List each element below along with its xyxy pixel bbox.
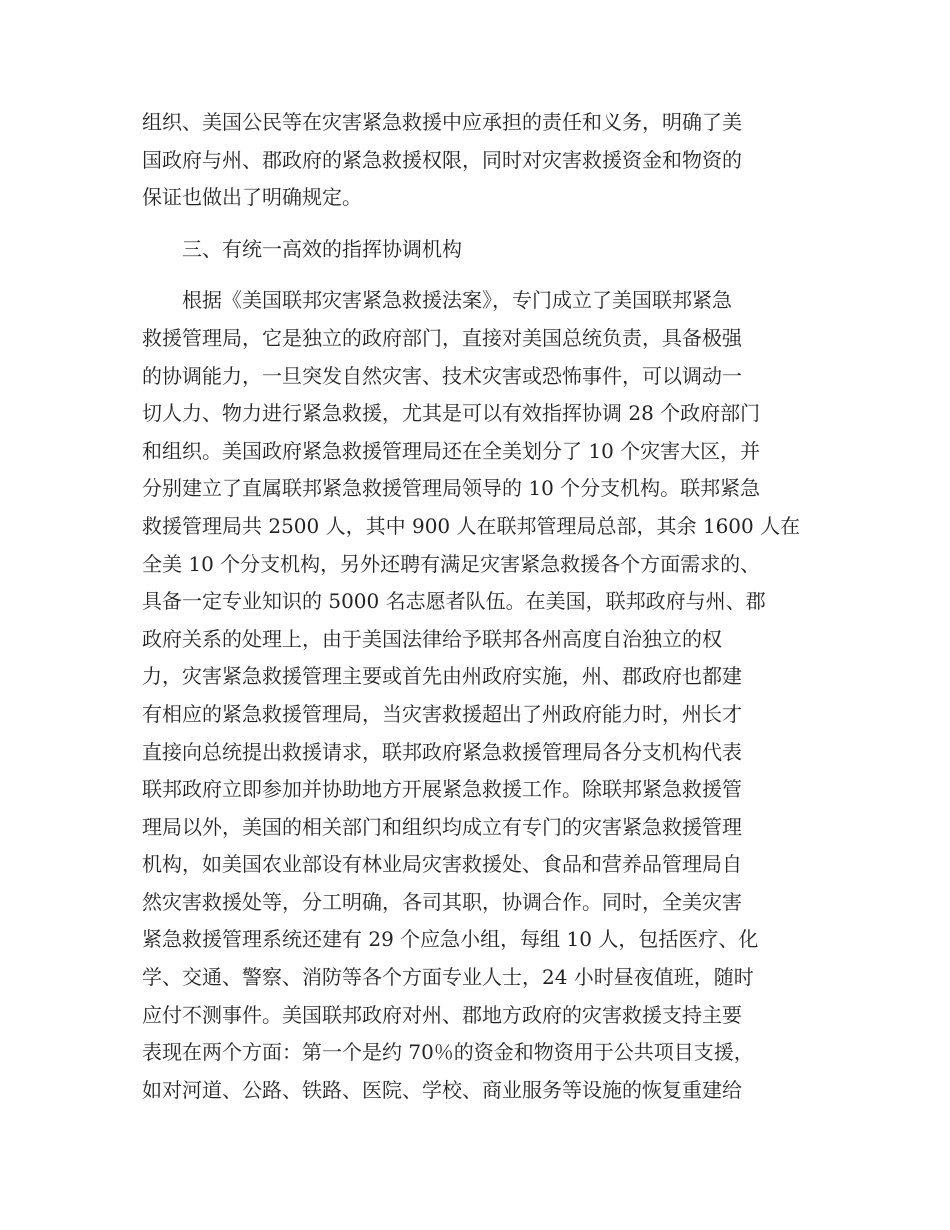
text-line: 直接向总统提出救援请求，联邦政府紧急救援管理局各分支机构代表 [142,739,742,764]
text-line: 组织、美国公民等在灾害紧急救援中应承担的责任和义务，明确了美 [142,110,742,134]
text-line: 表现在两个方面：第一个是约 70％的资金和物资用于公共项目支援， [142,1040,754,1065]
text-line: 理局以外，美国的相关部门和组织均成立有专门的灾害紧急救援管理 [142,814,742,839]
text-line: 学、交通、警察、消防等各个方面专业人士，24 小时昼夜值班，随时 [142,965,754,990]
text-line: 的协调能力，一旦突发自然灾害、技术灾害或恐怖事件，可以调动一 [142,363,742,388]
text-line: 救援管理局共 2500 人，其中 900 人在联邦管理局总部，其余 1600 人在 [142,513,801,538]
text-line: 保证也做出了明确规定。 [142,185,362,210]
paragraph-gap [142,217,810,231]
text-line: 国政府与州、郡政府的紧急救援权限，同时对灾害救援资金和物资的 [142,147,742,172]
text-line: 力，灾害紧急救援管理主要或首先由州政府实施，州、郡政府也都建 [142,664,742,689]
paragraph-gap [142,268,810,282]
text-line: 分别建立了直属联邦紧急救援管理局领导的 10 个分支机构。联邦紧急 [142,476,761,501]
document-body [142,104,810,1109]
section-heading: 三、有统一高效的指挥协调机构 [142,236,462,261]
text-line: 紧急救援管理系统还建有 29 个应急小组，每组 10 人，包括医疗、化 [142,927,759,952]
text-line: 具备一定专业知识的 5000 名志愿者队伍。在美国，联邦政府与州、郡 [142,589,766,614]
text-line: 政府关系的处理上，由于美国法律给予联邦各州高度自治独立的权 [142,626,722,651]
text-line: 机构，如美国农业部设有林业局灾害救援处、食品和营养品管理局自 [142,852,742,877]
text-line: 有相应的紧急救援管理局，当灾害救援超出了州政府能力时，州长才 [142,701,742,726]
text-line: 和组织。美国政府紧急救援管理局还在全美划分了 10 个灾害大区，并 [142,438,761,463]
text-line: 然灾害救援处等，分工明确，各司其职，协调合作。同时，全美灾害 [142,889,742,914]
text-line: 根据《美国联邦灾害紧急救援法案》，专门成立了美国联邦紧急 [142,288,732,313]
text-line: 救援管理局，它是独立的政府部门，直接对美国总统负责，具备极强 [142,325,742,350]
text-line: 切人力、物力进行紧急救援，尤其是可以有效指挥协调 28 个政府部门 [142,401,761,426]
text-line: 如对河道、公路、铁路、医院、学校、商业服务等设施的恢复重建给 [142,1077,742,1102]
text-line: 应付不测事件。美国联邦政府对州、郡地方政府的灾害救援支持主要 [142,1002,742,1027]
text-line: 全美 10 个分支机构，另外还聘有满足灾害紧急救援各个方面需求的、 [142,551,761,576]
text-line: 联邦政府立即参加并协助地方开展紧急救援工作。除联邦紧急救援管 [142,777,742,802]
